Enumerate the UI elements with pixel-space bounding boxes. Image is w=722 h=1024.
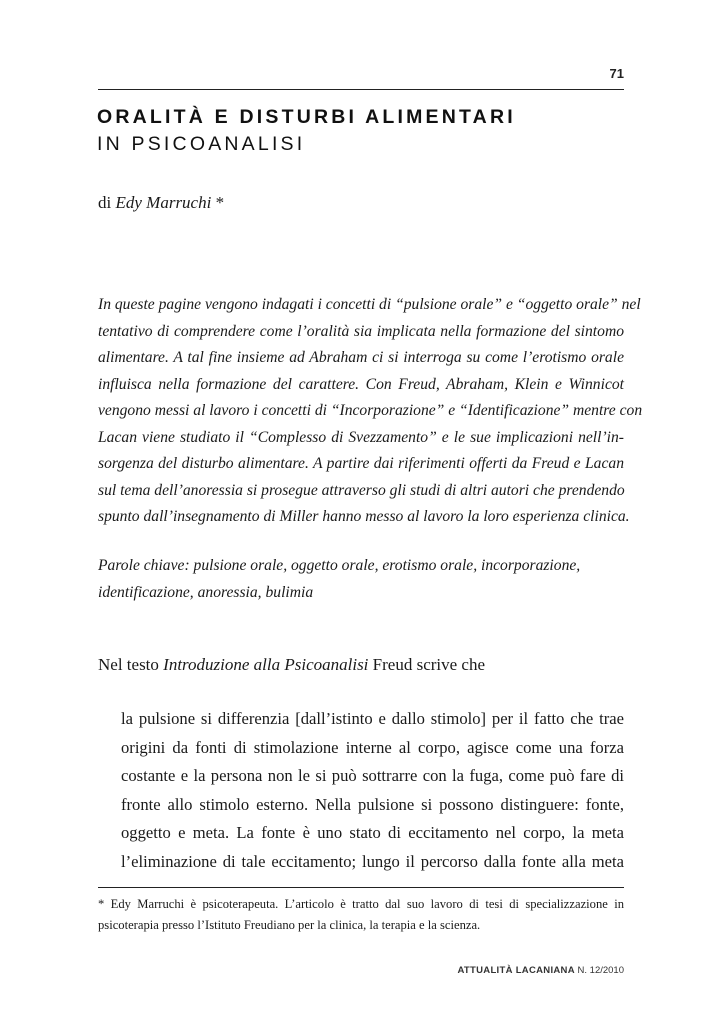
keywords-line: identificazione, anoressia, bulimia	[98, 583, 314, 601]
intro-text-before: Nel testo	[98, 655, 159, 674]
abstract-line: spunto dall’insegnamento di Miller hanno messo al lavoro la loro esperienza clinica.	[98, 508, 630, 525]
abstract-line: In queste pagine vengono indagati i concetti di “pulsione orale” e “oggetto orale” nel	[98, 296, 641, 313]
abstract	[98, 292, 643, 531]
article-title: ORALITÀ E DISTURBI ALIMENTARI	[97, 106, 516, 128]
quote-line: fronte allo stimolo esterno. Nella pulsione si possono distinguere: fonte,	[121, 794, 624, 814]
journal-name: ATTUALITÀ LACANIANA	[457, 965, 575, 976]
page-number: 71	[609, 66, 624, 81]
footnote	[98, 894, 624, 936]
article-subtitle: IN PSICOANALISI	[97, 133, 306, 155]
author-name: Edy Marruchi	[115, 193, 212, 212]
author-footnote-mark: *	[215, 193, 225, 212]
running-footer	[400, 965, 624, 976]
quote-line: la pulsione si differenzia [dall’istinto e dallo stimolo] per il fatto che trae	[121, 709, 624, 728]
footnote-line: psicoterapia presso l’Istituto Freudiano per la clinica, la terapia e la scienza.	[98, 918, 481, 932]
quote-line: origini da fonti di stimolazione interne al corpo, agisce come una forza	[121, 737, 624, 757]
keywords-line: Parole chiave: pulsione orale, oggetto orale, erotismo orale, incorporazione,	[98, 557, 581, 574]
keywords	[98, 553, 624, 606]
quote-line: oggetto e meta. La fonte è uno stato di eccitamento nel corpo, la meta	[121, 823, 624, 843]
byline-prefix: di	[98, 193, 112, 212]
abstract-line: Lacan viene studiato il “Complesso di Svezzamento” e le sue implicazioni nell’in-	[98, 428, 624, 446]
body-intro	[98, 655, 485, 675]
abstract-line: sorgenza del disturbo alimentare. A partire dai riferimenti offerti da Freud e Lacan	[98, 455, 624, 472]
abstract-line: vengono messi al lavoro i concetti di “Incorporazione” e “Identificazione” mentre con	[98, 402, 643, 419]
intro-text-after: Freud scrive che	[372, 655, 486, 674]
issue-number: N. 12/2010	[577, 965, 624, 976]
abstract-line: influisca nella formazione del carattere. Con Freud, Abraham, Klein e Winnicot	[98, 375, 624, 393]
header-rule	[98, 89, 624, 90]
book-title: Introduzione alla Psicoanalisi	[163, 655, 369, 674]
byline	[98, 193, 224, 213]
footnote-rule	[98, 887, 624, 888]
quote-line: l’eliminazione di tale eccitamento; lungo il percorso dalla fonte alla meta	[121, 851, 624, 871]
abstract-line: sul tema dell’anoressia si prosegue attraverso gli studi di altri autori che prendendo	[98, 481, 625, 499]
abstract-line: alimentare. A tal fine insieme ad Abraham ci si interroga su come l’erotismo orale	[98, 349, 624, 366]
block-quote	[121, 705, 624, 877]
abstract-line: tentativo di comprendere come l’oralità sia implicata nella formazione del sintomo	[98, 322, 624, 340]
footnote-line: * Edy Marruchi è psicoterapeuta. L’articolo è tratto dal suo lavoro di tesi di specializzazione in	[98, 897, 624, 911]
quote-line: costante e la persona non le si può sottrarre con la fuga, come può fare di	[121, 766, 624, 786]
